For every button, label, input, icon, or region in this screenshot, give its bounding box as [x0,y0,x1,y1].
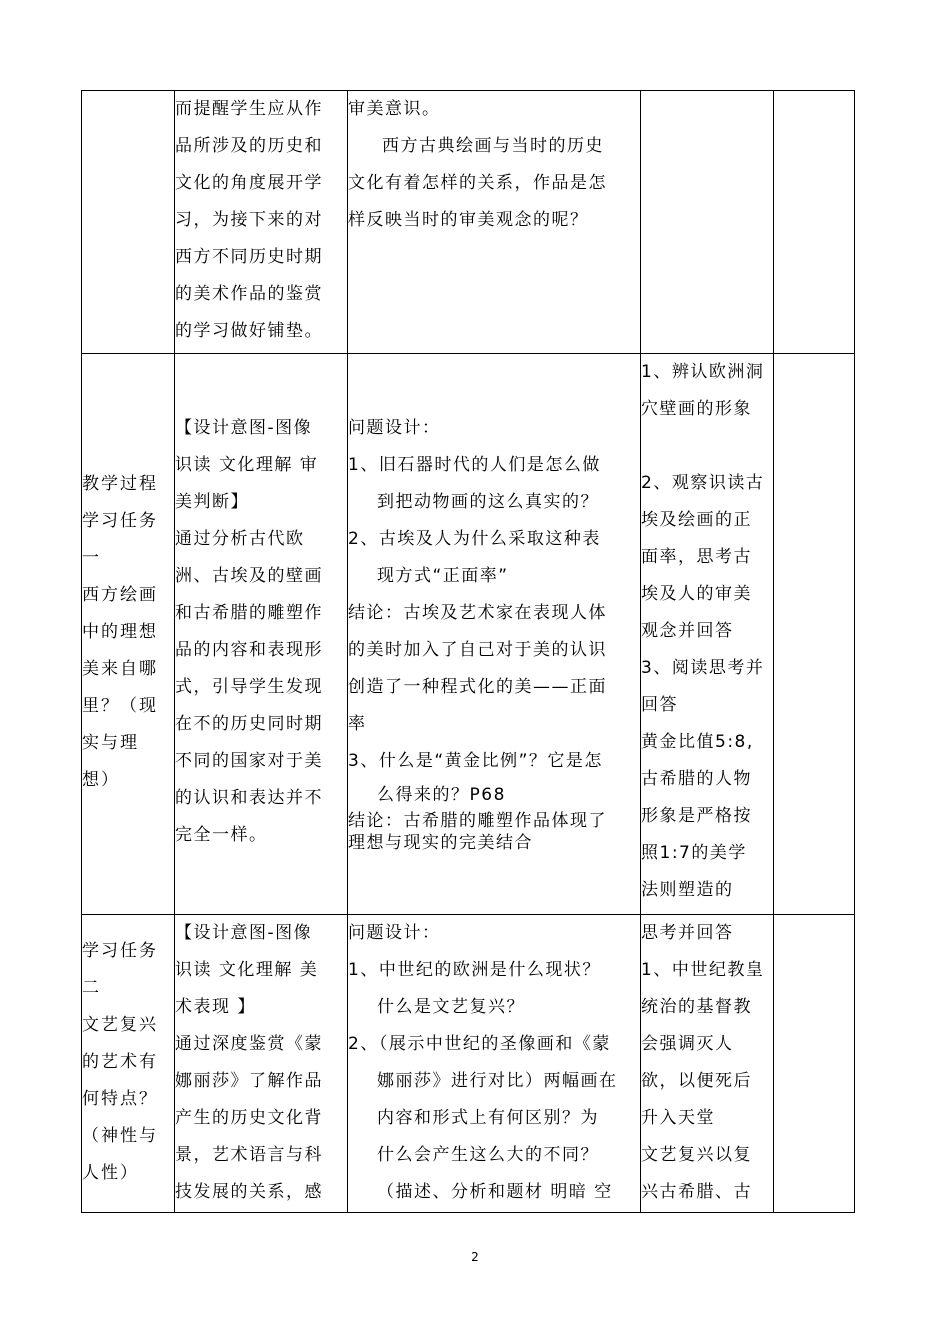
text-line: 品所涉及的历史和 [175,136,323,156]
text-line: 1、中世纪教皇 [641,960,765,980]
text-line: 埃及绘画的正 [641,510,752,530]
text-line: 美来自哪 [82,658,158,679]
text-line: 不同的国家对于美 [175,751,323,771]
text-line: 完全一样。 [175,825,268,845]
text-line: 一 [82,547,101,568]
text-line: 通过深度鉴赏《蒙 [175,1034,323,1054]
text-line: 会强调灭人 [641,1034,734,1054]
text-line: 文艺复兴 [82,1015,158,1035]
text-line: 兴古希腊、古 [641,1182,752,1202]
text-line: 2、观察识读古 [641,473,765,493]
text-line: 习，为接下来的对 [175,210,323,230]
text-line: 样反映当时的审美观念的呢？ [348,210,589,230]
design-intent-cell [175,915,348,1213]
text-line: 么得来的？P68 [377,785,506,805]
text-line: 统治的基督教 [641,997,752,1017]
text-line: 1、旧石器时代的人们是怎么做 [348,455,601,475]
text-line: 识读 文化理解 审 [175,455,319,475]
text-line: 术表现 】 [175,997,256,1017]
text-line: 2、古埃及人为什么采取这种表 [348,529,601,549]
text-line: 西方绘画 [82,584,158,605]
text-line: 2、（展示中世纪的圣像画和《蒙 [348,1034,611,1054]
design-intent-cell [175,354,348,915]
text-line: 的认识和表达并不 [175,788,323,808]
text-line: （神性与 [82,1126,158,1146]
text-line: 问题设计： [348,923,441,943]
text-line: 观念并回答 [641,621,734,641]
text-line: 实与理 [82,732,139,753]
activity-cell [348,354,641,915]
text-line: 的美时加入了自己对于美的认识 [348,640,607,660]
text-line: 1、辨认欧洲洞 [641,362,765,382]
text-line: 文化有着怎样的关系，作品是怎 [348,173,607,193]
text-line: 中的理想 [82,621,158,642]
activity-cell [348,915,641,1213]
text-line: 而提醒学生应从作 [175,99,323,119]
stage-cell [82,915,175,1213]
text-line: 照1:7的美学 [641,843,747,863]
text-line: 产生的历史文化背 [175,1108,323,1128]
text-line: 审美意识。 [348,99,441,119]
text-line: 娜丽莎》了解作品 [175,1071,323,1091]
text-line: （描述、分析和题材 明暗 空 [377,1182,613,1202]
text-line: 和古希腊的雕塑作 [175,603,323,623]
notes-cell [774,354,855,915]
text-line: 文艺复兴以复 [641,1145,752,1165]
activity-cell [348,91,641,354]
text-line: 内容和形式上有何区别？为 [377,1108,599,1128]
lesson-plan-table [81,90,855,1213]
page-number: 2 [471,1250,479,1264]
text-line: 二 [82,978,101,998]
text-line: 学习任务 [82,510,158,531]
text-line: 埃及人的审美 [641,584,752,604]
text-line: 在不的历史同时期 [175,714,323,734]
text-line: 3、什么是“黄金比例”？它是怎 [348,751,603,771]
table-row [82,915,855,1213]
text-line: 面率，思考古 [641,547,752,567]
text-line: 技发展的关系，感 [175,1182,323,1202]
text-line: 古希腊的人物 [641,769,752,789]
text-line: 式，引导学生发现 [175,677,323,697]
text-line: 回答 [641,695,678,715]
text-line: 通过分析古代欧 [175,529,305,549]
text-line: 美判断】 [175,492,249,512]
text-line: 形象是严格按 [641,806,752,826]
text-line: 3、阅读思考并 [641,658,765,678]
text-line: 的艺术有 [82,1052,158,1072]
text-line: 什么是文艺复兴？ [377,997,525,1017]
text-line: 景，艺术语言与科 [175,1145,323,1165]
text-line: 教学过程 [82,473,158,494]
text-line: 升入天堂 [641,1108,715,1128]
text-line: 学习任务 [82,941,158,961]
text-line: 理想与现实的完美结合 [348,833,533,853]
text-line: 【设计意图-图像 [175,418,313,438]
text-line: 到把动物画的这么真实的？ [377,492,599,512]
text-line: 什么会产生这么大的不同？ [377,1145,599,1165]
text-line: 穴壁画的形象 [641,399,752,419]
stage-cell [82,354,175,915]
text-line: 【设计意图-图像 [175,923,313,943]
text-line: 娜丽莎》进行对比）两幅画在 [377,1071,618,1091]
text-line: 识读 文化理解 美 [175,960,319,980]
text-line: 结论：古埃及艺术家在表现人体 [348,603,607,623]
text-line: 结论：古希腊的雕塑作品体现了 [348,811,607,831]
table-row [82,91,855,354]
text-line: 品的内容和表现形 [175,640,323,660]
text-line: 西方古典绘画与当时的历史 [382,136,604,156]
student-activity-cell [641,915,774,1213]
notes-cell [774,91,855,354]
text-line: 的美术作品的鉴赏 [175,284,323,304]
text-line: 的学习做好铺垫。 [175,321,323,341]
text-line: 欲，以便死后 [641,1071,752,1091]
student-activity-cell [641,354,774,915]
text-line: 法则塑造的 [641,880,734,900]
text-line: 何特点？ [82,1089,158,1109]
table-row [82,354,855,915]
design-intent-cell [175,91,348,354]
notes-cell [774,915,855,1213]
text-line: 创造了一种程式化的美——正面 [348,677,607,697]
stage-cell [82,91,175,354]
text-line: 率 [348,714,367,734]
text-line: 里？（现 [82,695,158,716]
student-activity-cell [641,91,774,354]
text-line: 人性） [82,1163,139,1183]
text-line: 想） [82,769,120,790]
text-line: 西方不同历史时期 [175,247,323,267]
text-line: 洲、古埃及的壁画 [175,566,323,586]
text-line: 黄金比值5:8, [641,732,754,752]
spacer [641,428,773,465]
text-line: 思考并回答 [641,923,734,943]
text-line: 现方式“正面率” [377,566,509,586]
text-line: 问题设计： [348,418,441,438]
text-line: 文化的角度展开学 [175,173,323,193]
text-line: 1、中世纪的欧洲是什么现状？ [348,960,601,980]
